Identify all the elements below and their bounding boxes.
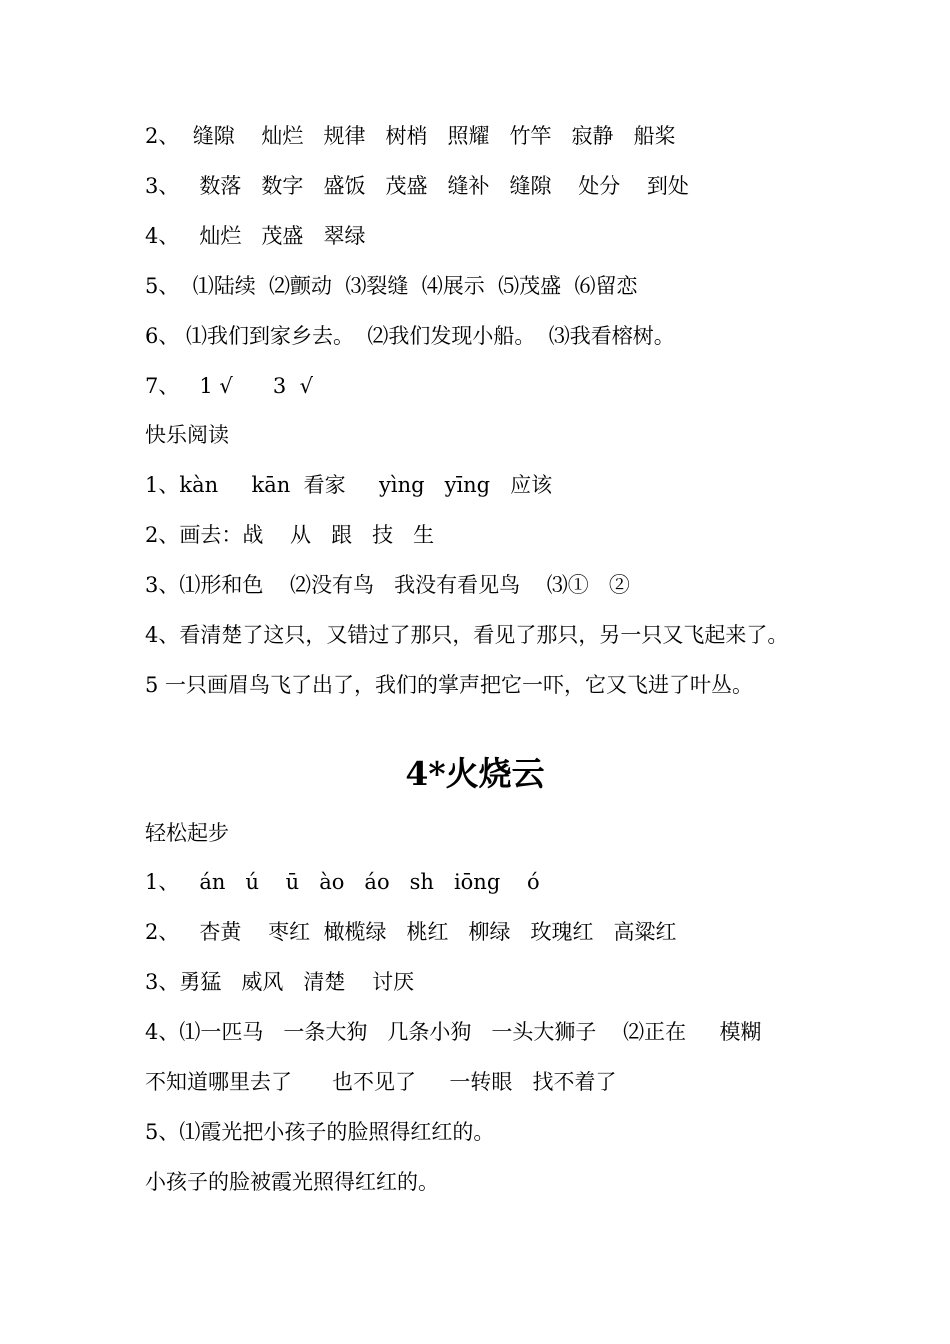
lesson-number: 4*	[405, 754, 446, 793]
answer-line: 3、 数落 数字 盛饭 茂盛 缝补 缝隙 处分 到处	[145, 174, 689, 198]
answer-line: 5、⑴霞光把小孩子的脸照得红红的。	[145, 1120, 495, 1144]
answer-line: 3、勇猛 威风 清楚 讨厌	[145, 970, 415, 994]
answer-line: 2、 杏黄 枣红 橄榄绿 桃红 柳绿 玫瑰红 高粱红	[145, 920, 677, 944]
answer-line: 2、 缝隙 灿烂 规律 树梢 照耀 竹竿 寂静 船桨	[145, 124, 676, 148]
answer-line: 3、⑴形和色 ⑵没有鸟 我没有看见鸟 ⑶① ②	[145, 573, 630, 597]
answer-line: 1、kàn kān 看家 yìng yīng 应该	[145, 473, 553, 497]
answer-line: 6、 ⑴我们到家乡去。 ⑵我们发现小船。 ⑶我看榕树。	[145, 324, 675, 348]
answer-line: 4、看清楚了这只，又错过了那只，看见了那只，另一只又飞起来了。	[145, 623, 789, 647]
answer-line: 5 一只画眉鸟飞了出了，我们的掌声把它一吓，它又飞进了叶丛。	[145, 673, 754, 697]
answer-line: 不知道哪里去了 也不见了 一转眼 找不着了	[145, 1070, 617, 1094]
answer-line: 4、⑴一匹马 一条大狗 几条小狗 一头大狮子 ⑵正在 模糊	[145, 1020, 762, 1044]
answer-line: 5、 ⑴陆续 ⑵颤动 ⑶裂缝 ⑷展示 ⑸茂盛 ⑹留恋	[145, 274, 638, 298]
answer-line: 小孩子的脸被霞光照得红红的。	[145, 1170, 439, 1194]
lesson-title	[0, 754, 950, 794]
answer-line: 4、 灿烂 茂盛 翠绿	[145, 224, 366, 248]
answer-line: 7、 1 √ 3 √	[145, 374, 313, 398]
lesson-title-text: 火烧云	[445, 754, 545, 793]
answer-line: 2、画去：战 从 跟 技 生	[145, 523, 435, 547]
answer-line: 1、 án ú ū ào áo sh iōng ó	[145, 870, 540, 894]
section-heading-reading: 快乐阅读	[145, 423, 229, 447]
section-heading-start: 轻松起步	[145, 821, 229, 845]
